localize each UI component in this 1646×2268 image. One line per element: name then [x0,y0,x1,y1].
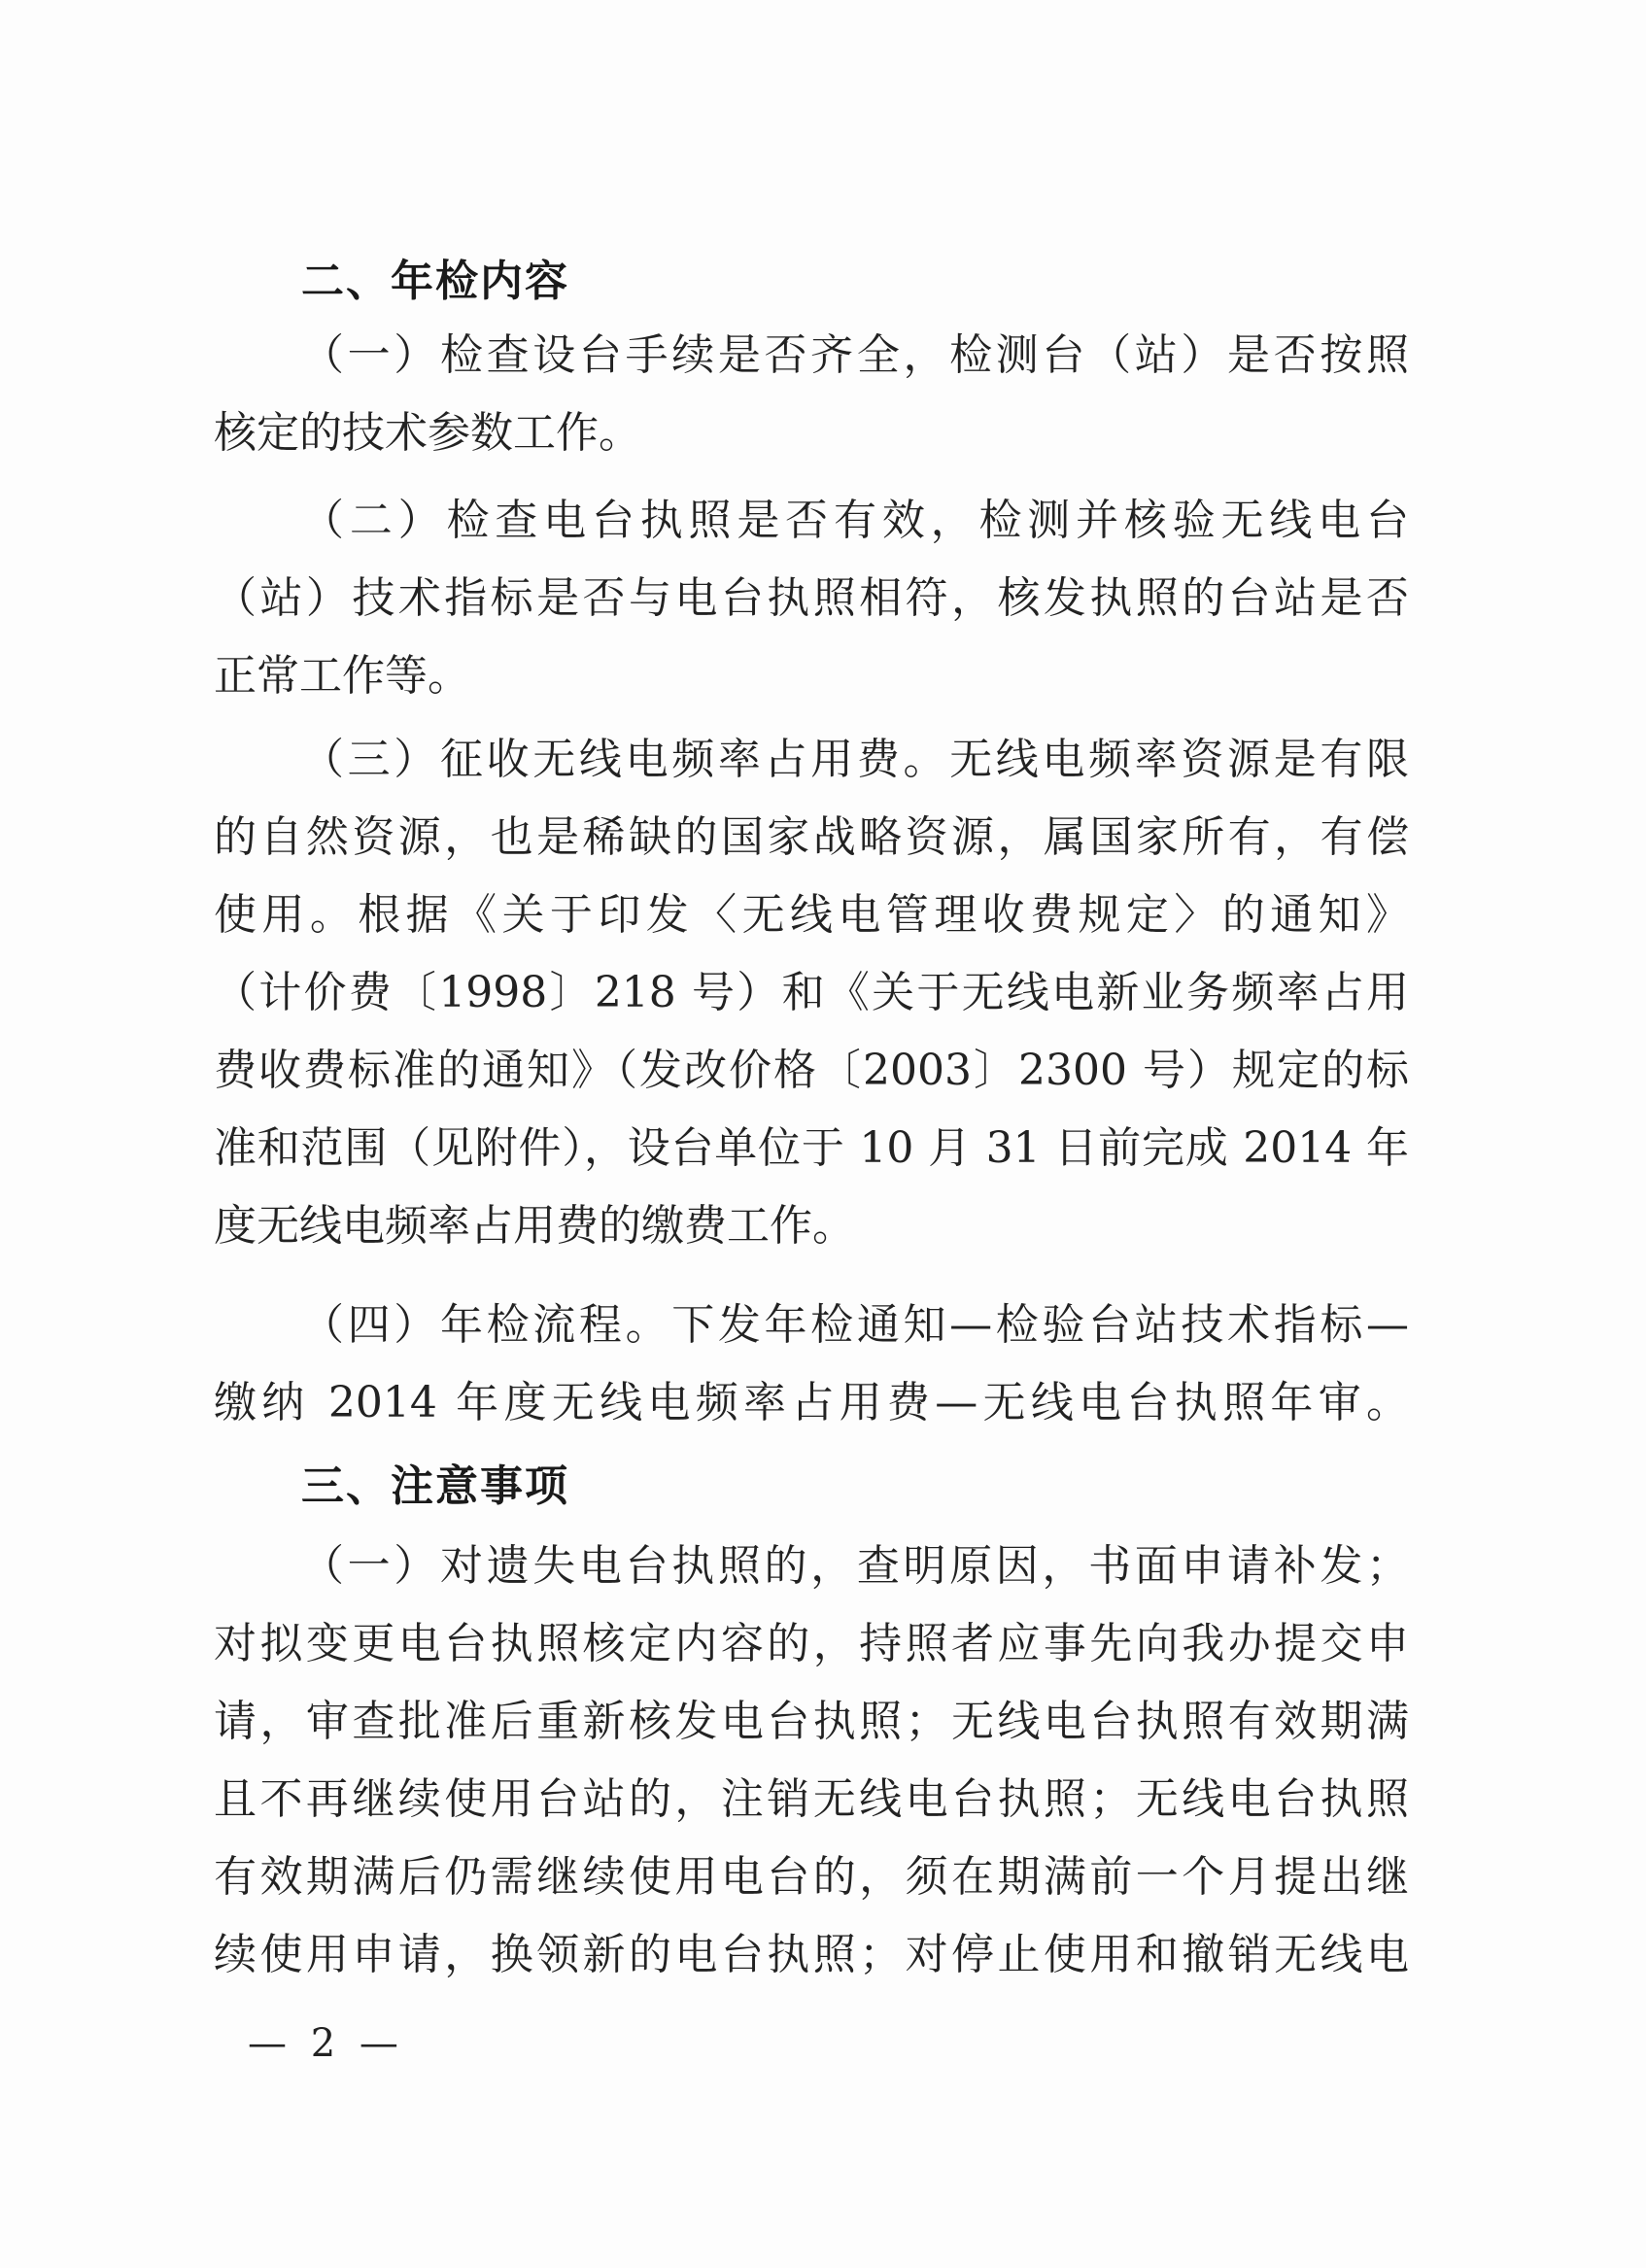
section-2-item-3-line-6: 准和范围（见附件），设台单位于 10 月 31 日前完成 2014 年 [214,1123,1409,1173]
section-2-item-4-line-1: （四）年检流程。下发年检通知—检验台站技术指标— [301,1300,1409,1350]
section-2-item-3-line-2: 的自然资源，也是稀缺的国家战略资源，属国家所有，有偿 [214,812,1409,862]
section-2-item-3-line-3: 使用。根据《关于印发〈无线电管理收费规定〉的通知》 [214,890,1409,940]
section-2-item-1-line-2: 核定的技术参数工作。 [214,408,641,458]
section-2-item-3-line-1: （三）征收无线电频率占用费。无线电频率资源是有限 [301,735,1409,784]
section-3-heading: 三、注意事项 [301,1461,569,1511]
section-2-item-2-line-1: （二）检查电台执照是否有效，检测并核验无线电台 [301,496,1409,545]
section-2-item-2-line-2: （站）技术指标是否与电台执照相符，核发执照的台站是否 [214,573,1409,623]
section-3-item-1-line-2: 对拟变更电台执照核定内容的，持照者应事先向我办提交申 [214,1619,1409,1668]
section-3-item-1-line-6: 续使用申请，换领新的电台执照；对停止使用和撤销无线电 [214,1930,1409,1979]
section-2-item-3-line-5: 费收费标准的通知》（发改价格〔2003〕2300 号）规定的标 [214,1046,1409,1095]
section-2-item-1-line-1: （一）检查设台手续是否齐全，检测台（站）是否按照 [301,330,1409,380]
section-3-item-1-line-5: 有效期满后仍需继续使用电台的，须在期满前一个月提出继 [214,1852,1409,1902]
section-2-item-2-line-3: 正常工作等。 [214,651,470,701]
section-2-heading: 二、年检内容 [301,257,569,306]
section-2-item-3-line-4: （计价费〔1998〕218 号）和《关于无线电新业务频率占用 [214,968,1409,1017]
section-2-item-3-line-7: 度无线电频率占用费的缴费工作。 [214,1201,855,1251]
section-2-item-4-line-2: 缴纳 2014 年度无线电频率占用费—无线电台执照年审。 [214,1378,1409,1427]
section-3-item-1-line-4: 且不再继续使用台站的，注销无线电台执照；无线电台执照 [214,1774,1409,1824]
page-number: — 2 — [248,2021,404,2066]
section-3-item-1-line-3: 请，审查批准后重新核发电台执照；无线电台执照有效期满 [214,1697,1409,1746]
section-3-item-1-line-1: （一）对遗失电台执照的，查明原因，书面申请补发； [301,1541,1409,1591]
